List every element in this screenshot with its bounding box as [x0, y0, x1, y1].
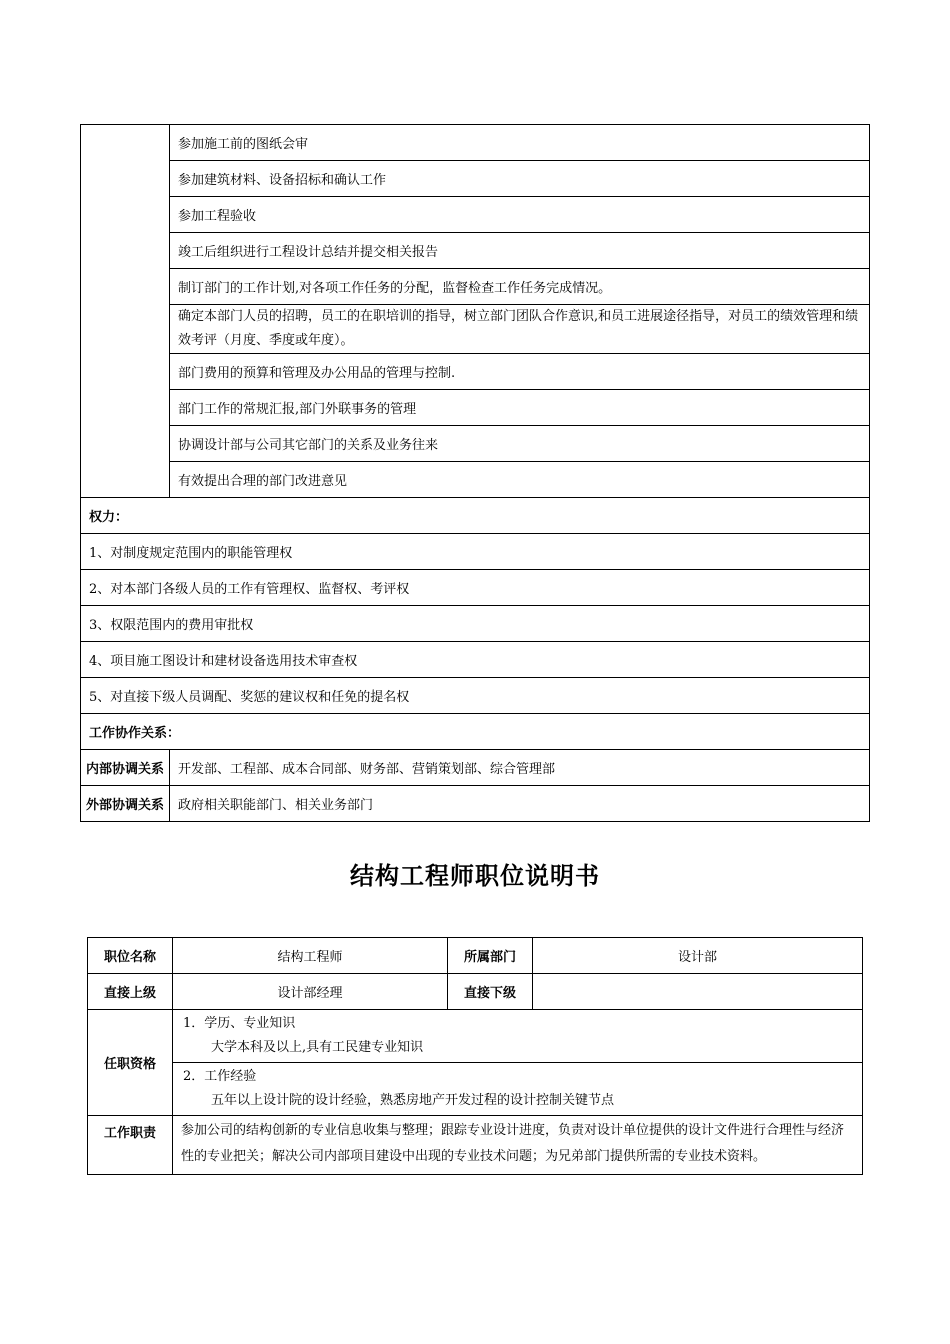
- authority-item: 3、权限范围内的费用审批权: [81, 606, 870, 642]
- duty-item: 参加工程验收: [170, 197, 870, 233]
- authority-item: 2、对本部门各级人员的工作有管理权、监督权、考评权: [81, 570, 870, 606]
- duty-item: 部门费用的预算和管理及办公用品的管理与控制.: [170, 354, 870, 390]
- duty-label: 工作职责: [88, 1116, 173, 1175]
- duty-item: 制订部门的工作计划,对各项工作任务的分配，监督检查工作任务完成情况。: [170, 269, 870, 305]
- authority-heading: 权力：: [81, 498, 870, 534]
- duty-item: 竣工后组织进行工程设计总结并提交相关报告: [170, 233, 870, 269]
- duty-item: 参加建筑材料、设备招标和确认工作: [170, 161, 870, 197]
- duty-item: 有效提出合理的部门改进意见: [170, 462, 870, 498]
- duty-item: 协调设计部与公司其它部门的关系及业务往来: [170, 426, 870, 462]
- subordinate-label: 直接下级: [448, 974, 533, 1010]
- internal-coordination-label: 内部协调关系: [81, 750, 170, 786]
- duty-item: 确定本部门人员的招聘，员工的在职培训的指导，树立部门团队合作意识,和员工进展途径指导，对员工的绩效管理和绩效考评（月度、季度或年度）。: [170, 305, 870, 354]
- superior-value: 设计部经理: [173, 974, 448, 1010]
- internal-coordination-value: 开发部、工程部、成本合同部、财务部、营销策划部、综合管理部: [170, 750, 870, 786]
- duty-item: 参加施工前的图纸会审: [170, 125, 870, 161]
- authority-item: 1、对制度规定范围内的职能管理权: [81, 534, 870, 570]
- qualification-education: [173, 1010, 863, 1063]
- authority-item: 5、对直接下级人员调配、奖惩的建议权和任免的提名权: [81, 678, 870, 714]
- qualification-education-title: 1．学历、专业知识: [183, 1016, 296, 1031]
- job-name-label: 职位名称: [88, 938, 173, 974]
- page-title: 结构工程师职位说明书: [350, 862, 600, 890]
- empty-left-cell: [81, 125, 170, 498]
- qualification-experience: [173, 1063, 863, 1116]
- qualification-label: 任职资格: [88, 1010, 173, 1116]
- department-value: 设计部: [533, 938, 863, 974]
- qualification-education-text: 大学本科及以上,具有工民建专业知识: [211, 1040, 424, 1055]
- subordinate-value: [533, 974, 863, 1010]
- cooperation-heading: 工作协作关系：: [81, 714, 870, 750]
- qualification-experience-title: 2．工作经验: [183, 1069, 257, 1084]
- job-name-value: 结构工程师: [173, 938, 448, 974]
- job-description-table: [87, 937, 863, 1175]
- department-label: 所属部门: [448, 938, 533, 974]
- superior-label: 直接上级: [88, 974, 173, 1010]
- duty-text: 参加公司的结构创新的专业信息收集与整理；跟踪专业设计进度，负责对设计单位提供的设计文件进行合理性与经济性的专业把关；解决公司内部项目建设中出现的专业技术问题；为兄弟部门提供所需的专业技术资料。: [173, 1116, 863, 1175]
- external-coordination-value: 政府相关职能部门、相关业务部门: [170, 786, 870, 822]
- responsibility-table-continued: [80, 124, 870, 822]
- qualification-experience-text: 五年以上设计院的设计经验，熟悉房地产开发过程的设计控制关键节点: [211, 1093, 615, 1108]
- duty-item: 部门工作的常规汇报,部门外联事务的管理: [170, 390, 870, 426]
- authority-item: 4、项目施工图设计和建材设备选用技术审查权: [81, 642, 870, 678]
- external-coordination-label: 外部协调关系: [81, 786, 170, 822]
